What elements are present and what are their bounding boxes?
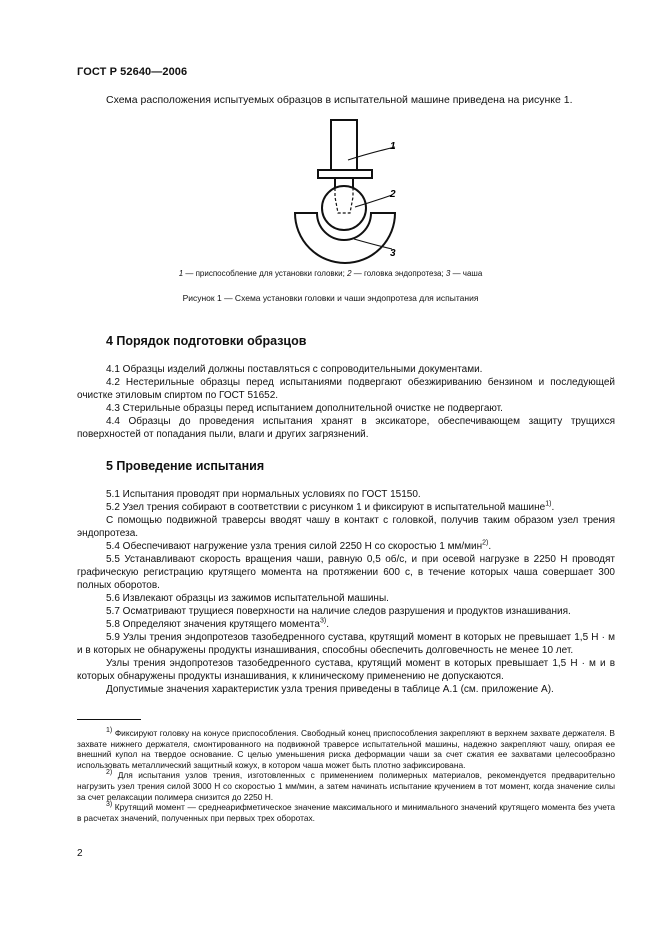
fixture-flange [318, 170, 372, 178]
footnote-3 [77, 802, 615, 823]
footnote-1 [77, 728, 615, 770]
paragraph-5-6: 5.6 Извлекают образцы из зажимов испытательной машины. [106, 593, 389, 604]
paragraph-5-7: 5.7 Осматривают трущиеся поверхности на наличие следов разрушения и продуктов изнашивания. [106, 606, 571, 617]
footnotes [77, 728, 615, 823]
footnote-2-text: Для испытания узлов трения, изготовленных с применением полимерных материалов, рекомендуется предварительно нагрузить узел трения силой 3000 Н со скоростью 1 мм/мин, а затем начинать испытание кручением в тот момент, когда значение силы за счет релаксации полимера снизится до 2250 Н. [77, 770, 615, 802]
paragraph-5-2-text: 5.2 Узел трения собирают в соответствии с рисунком 1 и фиксируют в испытательной машине [106, 502, 546, 513]
paragraph-4-4: 4.4 Образцы до проведения испытания хранят в эксикаторе, обеспечивающем защиту трущихся поверхностей от попадания пыли, влаги и других загрязнений. [77, 416, 615, 440]
section-5-body [77, 488, 615, 696]
paragraph-5-4 [77, 540, 615, 553]
standard-header: ГОСТ Р 52640—2006 [77, 66, 188, 78]
paragraph-5-8-end: . [326, 619, 329, 630]
paragraph-5-8 [77, 618, 615, 631]
paragraph-5-2-end: . [551, 502, 555, 513]
figure-label-2: 2 [390, 189, 396, 200]
paragraph-5-1: 5.1 Испытания проводят при нормальных условиях по ГОСТ 15150. [106, 489, 421, 500]
footnote-3-mark: 3) [106, 801, 113, 809]
section-5-title: 5 Проведение испытания [106, 459, 265, 473]
legend-number-2: 2 [347, 269, 352, 278]
paragraph-4-3: 4.3 Стерильные образцы перед испытанием дополнительной очистке не подвергают. [106, 403, 503, 414]
paragraph-5-11: Допустимые значения характеристик узла трения приведены в таблице А.1 (см. приложение А). [106, 684, 554, 695]
paragraph-4-1: 4.1 Образцы изделий должны поставляться с сопроводительными документами. [106, 364, 483, 375]
footnote-1-mark: 1) [106, 727, 113, 735]
paragraph-5-8-text: 5.8 Определяют значения крутящего момента [106, 619, 320, 630]
paragraph-5-4-end: . [488, 541, 492, 552]
legend-text-2: — головка эндопротеза; [351, 269, 446, 278]
paragraph-5-3: С помощью подвижной траверсы вводят чашу в контакт с головкой, получив таким образом узел трения эндопротеза. [77, 515, 615, 539]
footnote-separator [77, 719, 141, 720]
figure-label-3: 3 [390, 248, 396, 259]
paragraph-4-2: 4.2 Нестерильные образцы перед испытаниями подвергают обезжириванию бензином и последующей очистке этиловым спиртом по ГОСТ 51652. [77, 377, 615, 401]
legend-number-1: 1 [178, 269, 184, 278]
paragraph-5-10: Узлы трения эндопротезов тазобедренного сустава, крутящий момент в которых превышает 1,5 Н · м и в которых обнаружены продукты изнашивания, к клиническому применению не допускаются. [77, 658, 615, 682]
page-number: 2 [77, 848, 83, 859]
paragraph-5-9: 5.9 Узлы трения эндопротезов тазобедренного сустава, крутящий момент в которых не превышает 1,5 Н · м и в которых не обнаружены продукты изнашивания, способны обеспечить долговечность не менее 10 лет. [77, 632, 615, 656]
section-4-title: 4 Порядок подготовки образцов [106, 334, 307, 348]
footnote-ref-2: 2) [482, 539, 489, 547]
paragraph-5-2 [77, 501, 615, 514]
footnote-ref-3: 3) [319, 617, 327, 625]
endoprosthesis-head [322, 186, 366, 230]
footnote-2 [77, 770, 615, 802]
figure-legend [0, 269, 661, 278]
test-setup-figure [280, 115, 420, 265]
legend-number-3: 3 [445, 269, 451, 278]
footnote-3-text: Крутящий момент — среднеарифметическое значение максимального и минимального значений крутящего момента без учета в расчетах значений, полученных при первых трех оборотах. [77, 802, 615, 823]
legend-text-1: — приспособление для установки головки; [183, 269, 348, 278]
figure-label-1: 1 [390, 141, 396, 152]
paragraph-5-4-text: 5.4 Обеспечивают нагружение узла трения силой 2250 Н со скоростью 1 мм/мин [106, 541, 483, 552]
footnote-2-mark: 2) [106, 769, 113, 777]
legend-text-3: — чаша [450, 269, 483, 278]
footnote-1-text: Фиксируют головку на конусе приспособления. Свободный конец приспособления закрепляют в верхнем захвате держателя. В захвате нижнего держателя, смонтированного на подвижной траверсе испытательной машины, надежно закрепляют чашу, опирая ее внешний купол на твердое основание. С целью уменьшения риска деформации чаши за счет сжатия ее захватами целесообразно использовать металлический защитный кожух, в котором чаша может быть плотно зафиксирована. [77, 728, 615, 770]
fixture-shaft [331, 120, 357, 170]
paragraph-5-5: 5.5 Устанавливают скорость вращения чаши, равную 0,5 об/с, и при осевой нагрузке в 2250 Н проводят графическую регистрацию крутящего момента на протяжении 600 с, в течение которых чаша совершает 300 полных оборотов. [77, 554, 615, 591]
footnote-ref-1: 1) [545, 500, 552, 508]
figure-caption: Рисунок 1 — Схема установки головки и чаши эндопротеза для испытания [182, 293, 479, 303]
section-4-body [77, 363, 615, 441]
intro-paragraph: Схема расположения испытуемых образцов в испытательной машине приведена на рисунке 1. [106, 94, 573, 106]
